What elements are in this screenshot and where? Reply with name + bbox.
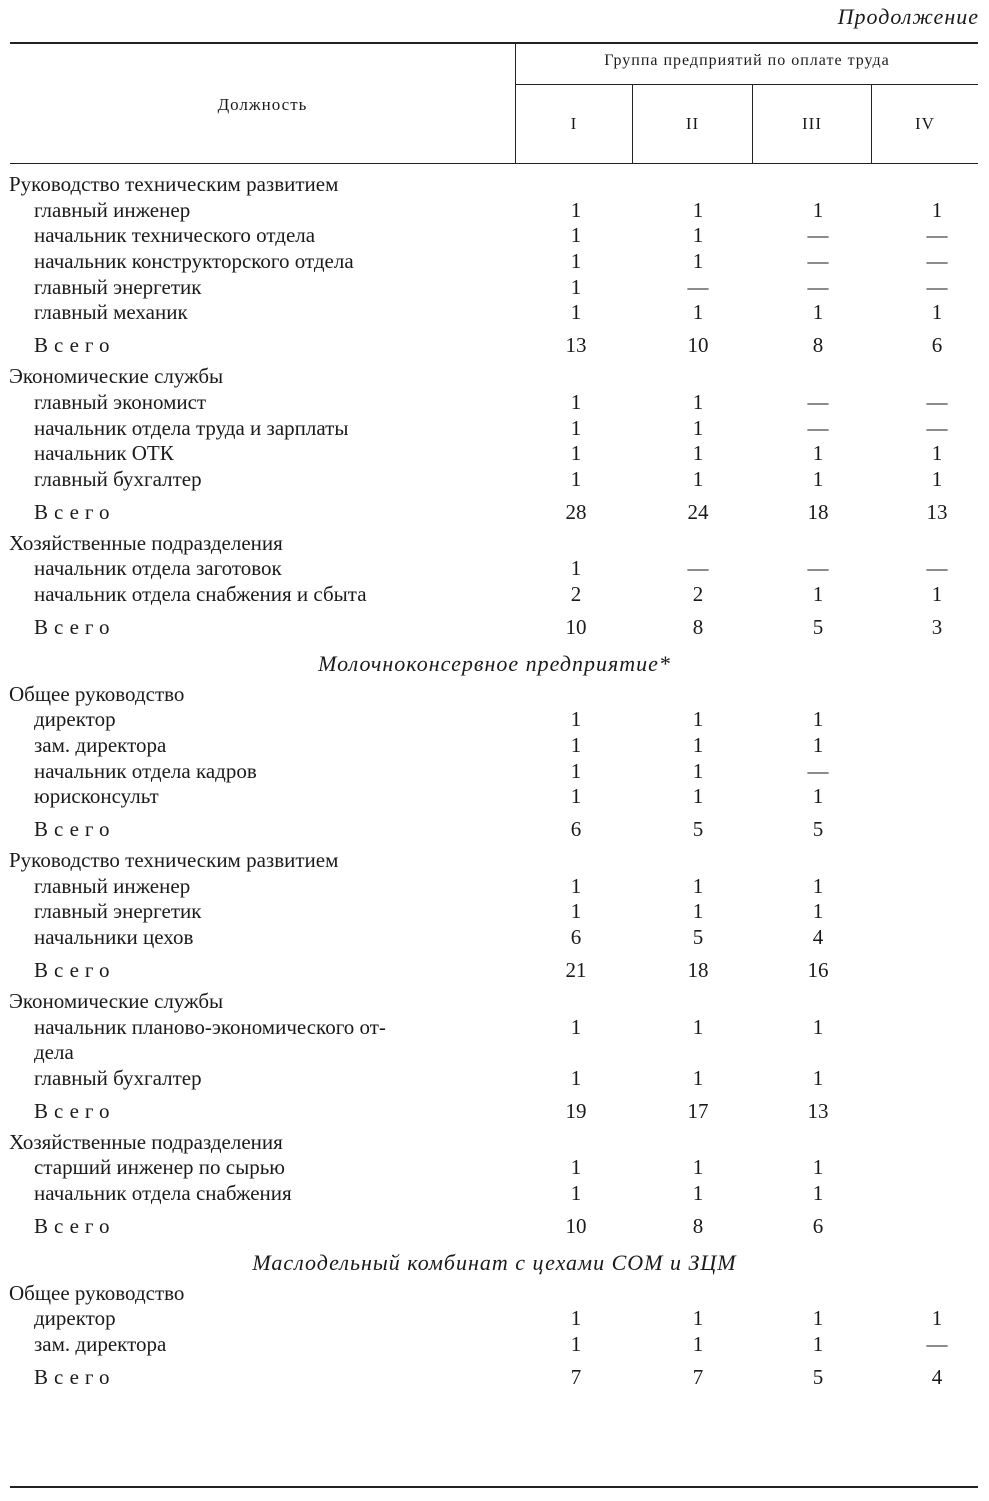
row-label: начальник отдела кадров: [34, 758, 257, 783]
cell-value: 1: [812, 1180, 824, 1205]
row-label: Всего: [34, 499, 116, 524]
cell-value: 1: [812, 1306, 824, 1331]
cell-value: 1: [692, 223, 704, 248]
row-label: главный механик: [34, 300, 188, 325]
cell-value: 8: [692, 1213, 704, 1238]
group-column-header: Группа предприятий по оплате труда: [604, 52, 890, 69]
cell-value: 7: [692, 1364, 704, 1389]
row-label: Общее руководство: [9, 1280, 185, 1305]
table-bottom-rule: [10, 1486, 978, 1488]
cell-value: 1: [570, 274, 582, 299]
row-label: начальник отдела труда и зарплаты: [34, 415, 349, 440]
cell-value: 1: [812, 466, 824, 491]
table-row: [0, 874, 989, 900]
row-label: Всего: [34, 1213, 116, 1238]
table-row: [0, 441, 989, 467]
table-row: [0, 1015, 989, 1041]
row-label: директор: [34, 707, 116, 732]
cell-value: 1: [931, 441, 943, 466]
table-top-rule: [10, 42, 978, 44]
cell-value: 2: [570, 581, 582, 606]
cell-value: —: [926, 556, 948, 581]
row-label: зам. директора: [34, 1332, 167, 1356]
row-label: главный энергетик: [34, 274, 202, 299]
group-row: [0, 172, 989, 198]
row-label: начальник ОТК: [34, 441, 174, 466]
group-row: [0, 1130, 989, 1156]
cell-value: 24: [687, 499, 709, 524]
cell-value: 1: [570, 873, 582, 898]
cell-value: 18: [807, 499, 829, 524]
cell-value: 5: [692, 817, 704, 842]
cell-value: 1: [931, 581, 943, 606]
row-label: юрисконсульт: [34, 784, 159, 809]
cell-value: 1: [570, 1065, 582, 1090]
cell-value: 2: [692, 581, 704, 606]
cell-value: 1: [692, 389, 704, 414]
cell-value: 5: [692, 925, 704, 950]
column-header-i: I: [570, 114, 578, 133]
group-row: [0, 531, 989, 557]
row-label: начальник конструкторского отдела: [34, 249, 354, 274]
total-row: [0, 608, 989, 646]
row-label: главный инженер: [34, 873, 191, 898]
cell-value: 1: [570, 197, 582, 222]
cell-value: 1: [570, 758, 582, 783]
cell-value: —: [926, 415, 948, 440]
cell-value: 1: [812, 1014, 824, 1039]
row-label: главный экономист: [34, 389, 207, 414]
cell-value: 1: [692, 784, 704, 809]
row-label: главный энергетик: [34, 899, 202, 924]
cell-value: 1: [570, 1180, 582, 1205]
cell-value: 1: [692, 873, 704, 898]
cell-value: 28: [565, 499, 587, 524]
cell-value: 1: [570, 1332, 582, 1356]
row-label: дела: [34, 1040, 74, 1065]
column-header-iii: III: [802, 114, 822, 133]
row-label: Хозяйственные подразделения: [9, 1129, 283, 1154]
cell-value: 1: [692, 300, 704, 325]
column-header-ii: II: [685, 114, 700, 133]
table-header-rule: [10, 163, 978, 164]
group-row: [0, 989, 989, 1015]
cell-value: 1: [812, 873, 824, 898]
row-label: Хозяйственные подразделения: [9, 530, 283, 555]
cell-value: 8: [812, 333, 824, 358]
table-row: [0, 582, 989, 608]
cell-value: 1: [812, 1065, 824, 1090]
row-label: директор: [34, 1306, 116, 1331]
cell-value: 1: [692, 441, 704, 466]
cell-value: 4: [931, 1364, 943, 1389]
table-row: [0, 707, 989, 733]
table-row: [0, 925, 989, 951]
row-label: Всего: [34, 1364, 116, 1389]
cell-value: 1: [692, 1332, 704, 1356]
cell-value: 1: [692, 1065, 704, 1090]
group-row: [0, 848, 989, 874]
cell-value: 1: [692, 758, 704, 783]
cell-value: 1: [570, 899, 582, 924]
cell-value: 1: [812, 441, 824, 466]
table-row: [0, 1066, 989, 1092]
cell-value: 1: [692, 1014, 704, 1039]
cell-value: 1: [570, 223, 582, 248]
row-label: Молочноконсервное предприятие*: [318, 650, 671, 676]
table-row: [0, 1155, 989, 1181]
row-label: Руководство техническим развитием: [9, 172, 339, 196]
row-label: Руководство техническим развитием: [9, 848, 339, 873]
row-label: Маслодельный комбинат с цехами СОМ и ЗЦМ: [252, 1249, 737, 1275]
table-row: [0, 275, 989, 301]
cell-value: —: [926, 249, 948, 274]
cell-value: 6: [570, 817, 582, 842]
table-row: [0, 899, 989, 925]
row-label: начальник планово-экономического от-: [34, 1014, 386, 1039]
section-heading: [0, 1245, 989, 1281]
total-row: [0, 1358, 989, 1396]
cell-value: 1: [570, 389, 582, 414]
cell-value: 19: [565, 1098, 587, 1123]
row-label: начальники цехов: [34, 925, 194, 950]
table-row: [0, 759, 989, 785]
row-label: Экономические службы: [9, 988, 224, 1013]
row-label: начальник отдела снабжения и сбыта: [34, 581, 367, 606]
cell-value: 1: [931, 1306, 943, 1331]
header-divider: [515, 44, 516, 163]
section-heading: [0, 646, 989, 682]
row-label: начальник отдела заготовок: [34, 556, 282, 581]
cell-value: —: [807, 223, 829, 248]
cell-value: 5: [812, 817, 824, 842]
cell-value: 1: [570, 707, 582, 732]
table-row: [0, 249, 989, 275]
cell-value: 1: [570, 1306, 582, 1331]
cell-value: 6: [570, 925, 582, 950]
cell-value: 13: [807, 1098, 829, 1123]
table-body: [0, 172, 989, 1396]
cell-value: 1: [692, 249, 704, 274]
cell-value: 5: [812, 1364, 824, 1389]
cell-value: 1: [570, 733, 582, 757]
table-row: [0, 223, 989, 249]
total-row: [0, 951, 989, 989]
row-label: начальник технического отдела: [34, 223, 316, 248]
cell-value: —: [807, 556, 829, 581]
cell-value: —: [807, 758, 829, 783]
cell-value: —: [807, 415, 829, 440]
continued-label: Продолжение: [837, 4, 979, 29]
cell-value: —: [926, 223, 948, 248]
total-row: [0, 1092, 989, 1130]
row-label: главный инженер: [34, 197, 191, 222]
table-row: [0, 1040, 989, 1066]
cell-value: 1: [692, 1306, 704, 1331]
cell-value: 1: [570, 784, 582, 809]
row-label: Всего: [34, 957, 116, 982]
cell-value: —: [926, 274, 948, 299]
cell-value: 10: [565, 614, 587, 639]
row-label: Всего: [34, 333, 116, 358]
cell-value: 1: [570, 466, 582, 491]
cell-value: 1: [692, 415, 704, 440]
cell-value: 1: [692, 899, 704, 924]
row-label: начальник отдела снабжения: [34, 1180, 292, 1205]
total-row: [0, 810, 989, 848]
cell-value: 16: [807, 957, 829, 982]
cell-value: 1: [692, 1180, 704, 1205]
cell-value: 5: [812, 614, 824, 639]
cell-value: 3: [931, 614, 943, 639]
cell-value: 1: [812, 899, 824, 924]
row-label: Всего: [34, 817, 116, 842]
table-row: [0, 1332, 989, 1358]
cell-value: 1: [570, 1014, 582, 1039]
cell-value: 1: [692, 466, 704, 491]
table-row: [0, 1306, 989, 1332]
total-row: [0, 1207, 989, 1245]
table-row: [0, 784, 989, 810]
cell-value: 1: [692, 1155, 704, 1180]
table-row: [0, 390, 989, 416]
cell-value: 1: [570, 249, 582, 274]
group-header-rule: [516, 84, 978, 85]
table-row: [0, 733, 989, 759]
cell-value: 17: [687, 1098, 709, 1123]
cell-value: 1: [812, 733, 824, 757]
row-label: Всего: [34, 614, 116, 639]
cell-value: —: [807, 274, 829, 299]
cell-value: 1: [931, 300, 943, 325]
table-row: [0, 556, 989, 582]
cell-value: 6: [931, 333, 943, 358]
row-label: Общее руководство: [9, 681, 185, 706]
cell-value: —: [926, 389, 948, 414]
cell-value: 1: [570, 300, 582, 325]
cell-value: 4: [812, 925, 824, 950]
cell-value: 1: [570, 415, 582, 440]
cell-value: 6: [812, 1213, 824, 1238]
cell-value: 10: [565, 1213, 587, 1238]
cell-value: 1: [812, 197, 824, 222]
cell-value: 1: [570, 1155, 582, 1180]
total-row: [0, 326, 989, 364]
cell-value: 18: [687, 957, 709, 982]
cell-value: 1: [812, 1155, 824, 1180]
cell-value: 1: [692, 707, 704, 732]
group-row: [0, 364, 989, 390]
cell-value: —: [687, 274, 709, 299]
row-label: зам. директора: [34, 733, 167, 757]
cell-value: 10: [687, 333, 709, 358]
cell-value: —: [807, 389, 829, 414]
group-row: [0, 1281, 989, 1307]
cell-value: 1: [812, 784, 824, 809]
cell-value: —: [807, 249, 829, 274]
cell-value: 1: [570, 441, 582, 466]
cell-value: 1: [931, 466, 943, 491]
cell-value: 21: [565, 957, 587, 982]
cell-value: 1: [812, 581, 824, 606]
cell-value: 1: [692, 197, 704, 222]
cell-value: 13: [926, 499, 948, 524]
cell-value: —: [687, 556, 709, 581]
cell-value: 7: [570, 1364, 582, 1389]
cell-value: 1: [812, 300, 824, 325]
table-row: [0, 1181, 989, 1207]
table-row: [0, 467, 989, 493]
cell-value: 1: [692, 733, 704, 757]
total-row: [0, 493, 989, 531]
cell-value: 13: [565, 333, 587, 358]
cell-value: 1: [570, 556, 582, 581]
row-label: Всего: [34, 1098, 116, 1123]
cell-value: 1: [931, 197, 943, 222]
cell-value: 8: [692, 614, 704, 639]
row-label: старший инженер по сырью: [34, 1155, 285, 1180]
group-row: [0, 682, 989, 708]
table-row: [0, 416, 989, 442]
row-label: главный бухгалтер: [34, 1065, 202, 1090]
table-row: [0, 300, 989, 326]
row-label: Экономические службы: [9, 364, 224, 389]
table-row: [0, 198, 989, 224]
row-label: главный бухгалтер: [34, 466, 202, 491]
cell-value: —: [926, 1332, 948, 1356]
position-column-header: Должность: [217, 95, 308, 114]
column-header-iv: IV: [915, 114, 935, 133]
cell-value: 1: [812, 707, 824, 732]
cell-value: 1: [812, 1332, 824, 1356]
